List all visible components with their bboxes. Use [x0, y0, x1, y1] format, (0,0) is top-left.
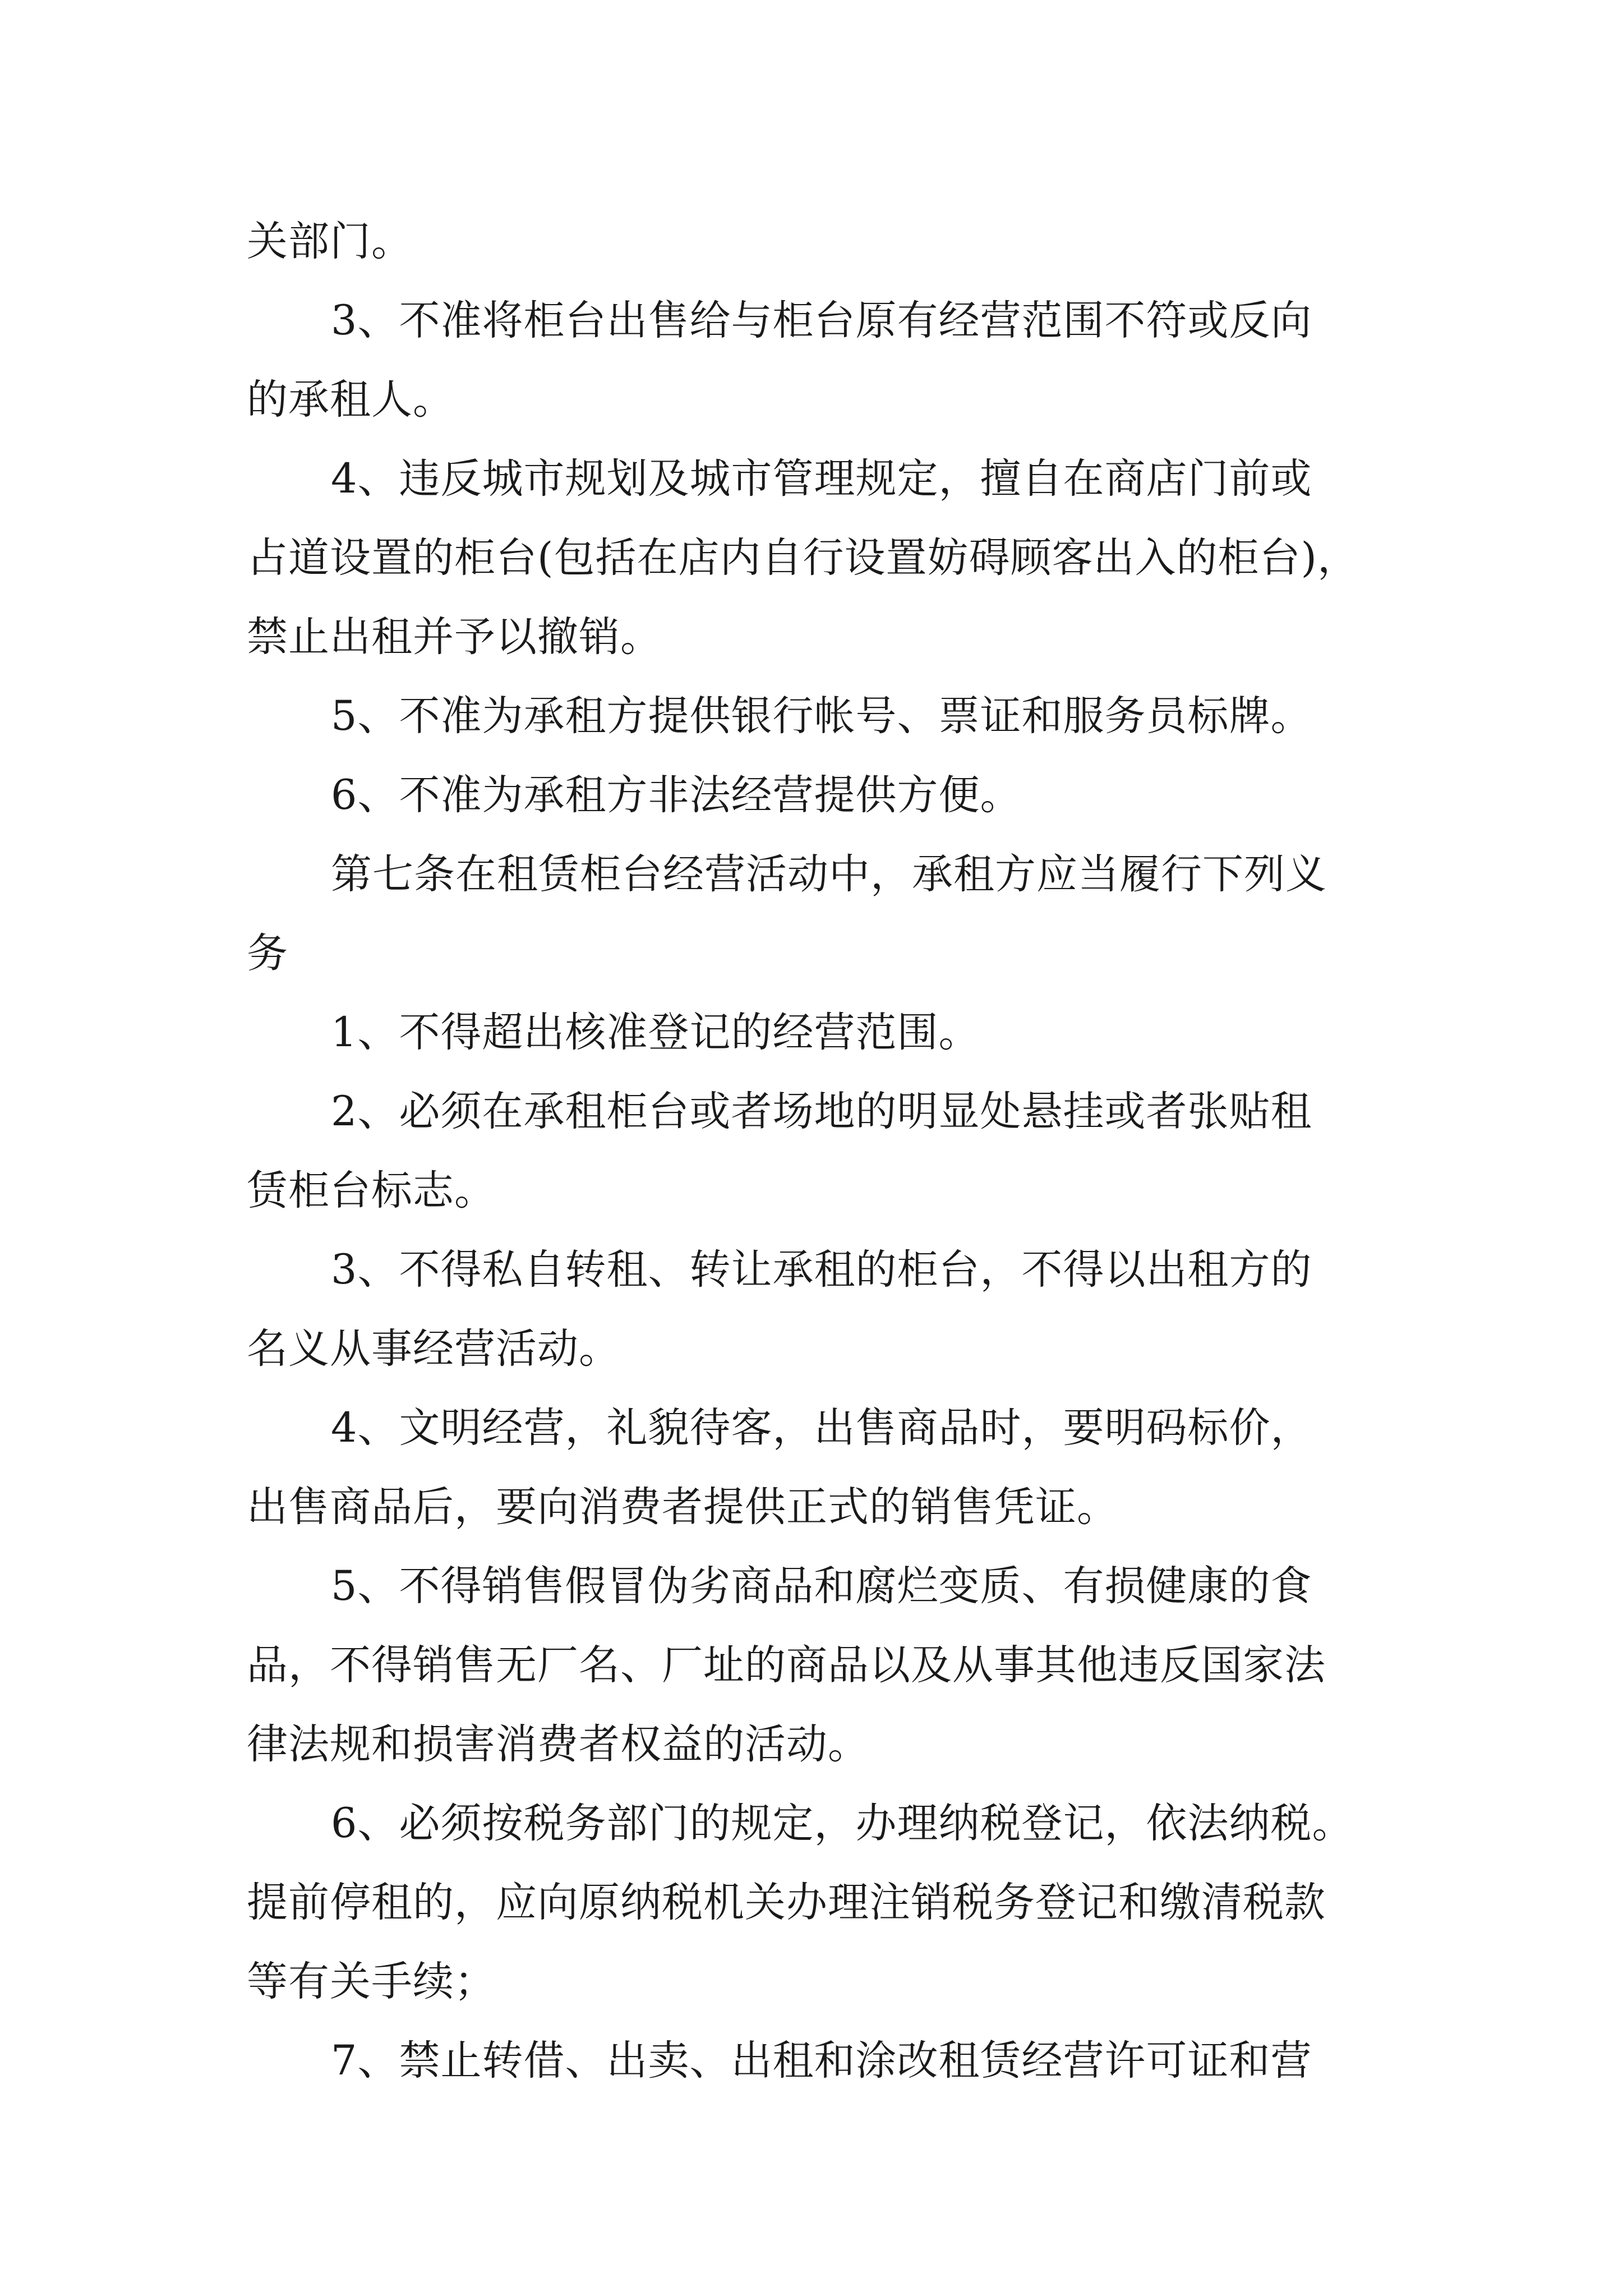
- text-line: 的承租人。: [247, 376, 454, 424]
- text-line: 提前停租的，应向原纳税机关办理注销税务登记和缴清税款: [247, 1879, 1326, 1926]
- text-line: 关部门。: [247, 218, 413, 265]
- text-line: 名义从事经营活动。: [247, 1325, 620, 1373]
- text-line: 等有关手续；: [247, 1958, 496, 2005]
- text-line: 1、不得超出核准登记的经营范围。: [331, 1009, 980, 1056]
- text-line: 3、不准将柜台出售给与柜台原有经营范围不符或反向: [331, 297, 1312, 344]
- text-line: 6、必须按税务部门的规定，办理纳税登记，依法纳税。: [331, 1800, 1354, 1847]
- text-line: 品，不得销售无厂名、厂址的商品以及从事其他违反国家法: [247, 1641, 1326, 1689]
- text-line: 4、文明经营，礼貌待客，出售商品时，要明码标价，: [331, 1404, 1312, 1452]
- text-line: 赁柜台标志。: [247, 1167, 496, 1214]
- text-line: 占道设置的柜台(包括在店内自行设置妨碍顾客出入的柜台)，: [247, 534, 1359, 582]
- text-line: 出售商品后，要向消费者提供正式的销售凭证。: [247, 1483, 1118, 1531]
- text-line: 2、必须在承租柜台或者场地的明显处悬挂或者张贴租: [331, 1088, 1312, 1135]
- text-line: 6、不准为承租方非法经营提供方便。: [331, 771, 1022, 819]
- text-line: 7、禁止转借、出卖、出租和涂改租赁经营许可证和营: [331, 2037, 1312, 2085]
- text-line: 3、不得私自转租、转让承租的柜台，不得以出租方的: [331, 1246, 1312, 1294]
- text-line: 务: [247, 930, 288, 977]
- text-line: 律法规和损害消费者权益的活动。: [247, 1720, 869, 1768]
- text-line: 第七条在租赁柜台经营活动中，承租方应当履行下列义: [331, 850, 1327, 898]
- text-line: 4、违反城市规划及城市管理规定，擅自在商店门前或: [331, 455, 1312, 503]
- text-line: 禁止出租并予以撤销。: [247, 613, 662, 661]
- text-line: 5、不准为承租方提供银行帐号、票证和服务员标牌。: [331, 692, 1312, 740]
- text-line: 5、不得销售假冒伪劣商品和腐烂变质、有损健康的食: [331, 1562, 1312, 1610]
- document-body: [247, 202, 1391, 2100]
